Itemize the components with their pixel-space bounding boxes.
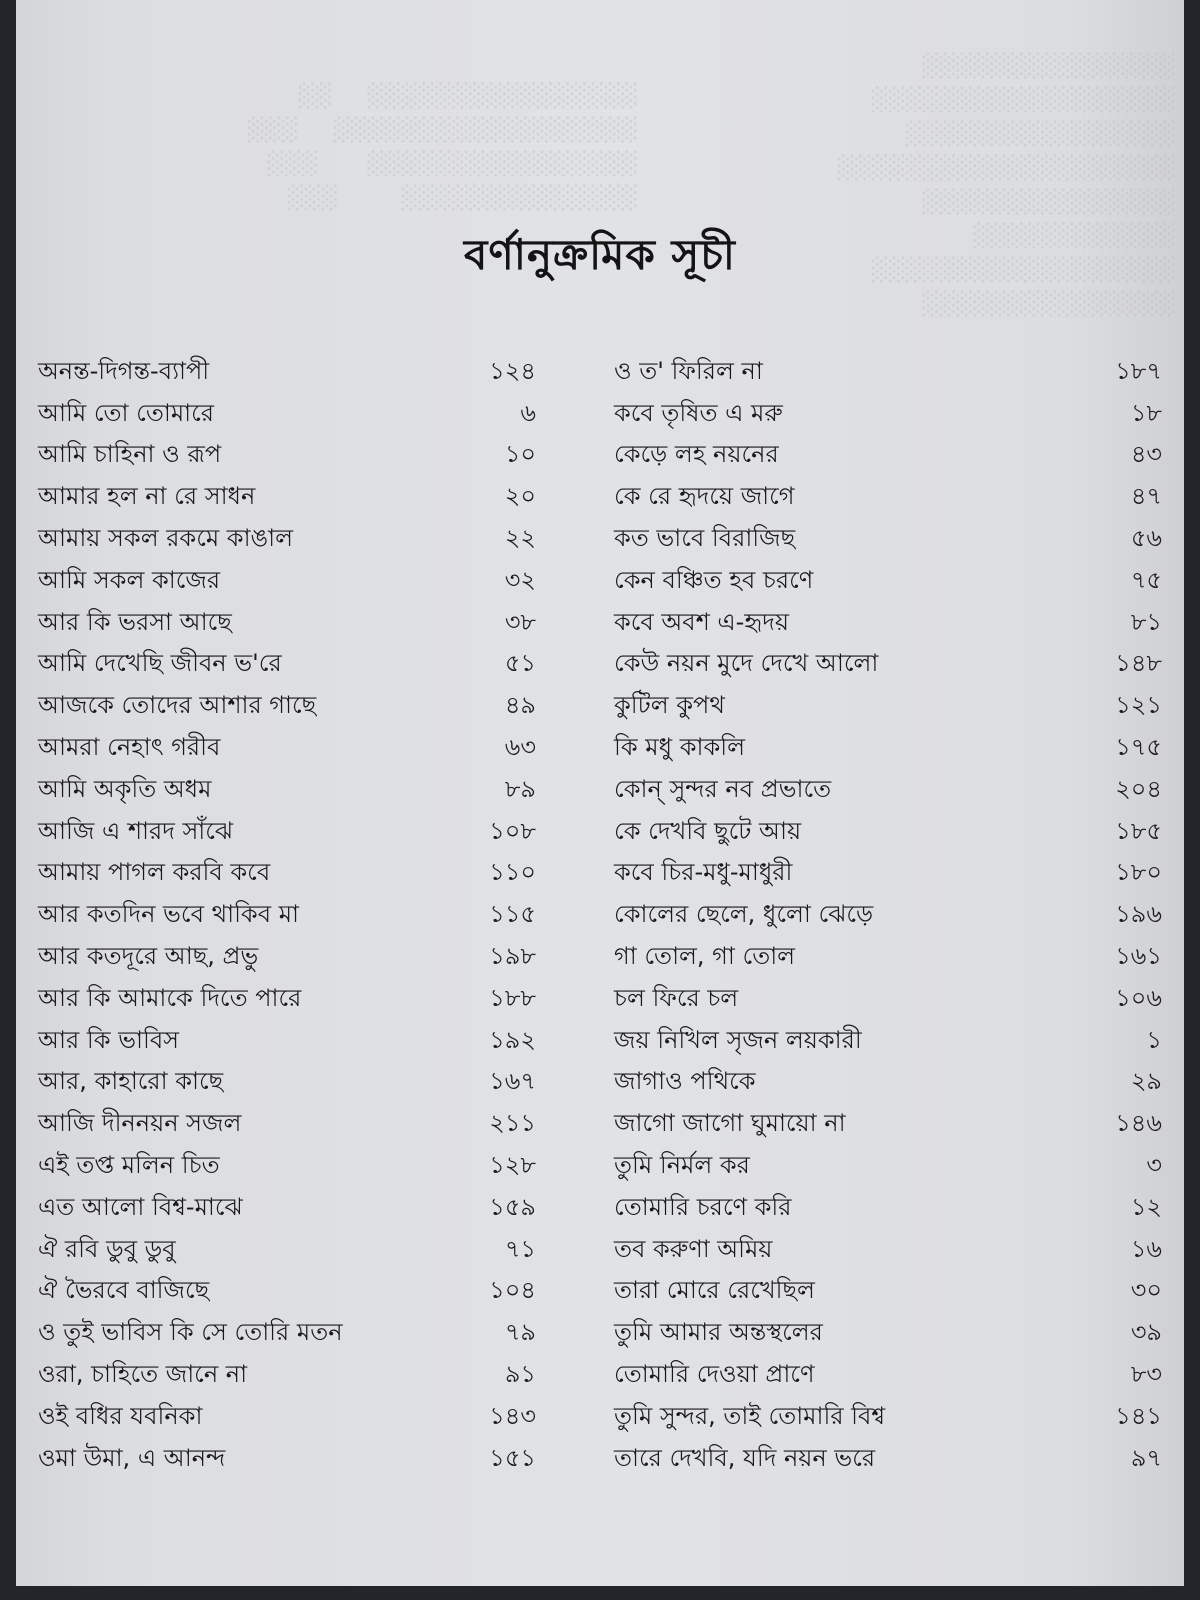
page-number: ১০৮ — [489, 816, 536, 845]
index-entry — [614, 728, 1162, 770]
index-column-left — [38, 352, 536, 1481]
song-title: আমি দেখেছি জীবন ভ'রে — [38, 649, 282, 678]
song-title: আমি সকল কাজের — [38, 565, 221, 594]
page-number: ১৮৮ — [489, 983, 536, 1012]
song-title: ওমা উমা, এ আনন্দ — [38, 1443, 226, 1472]
song-title: এই তপ্ত মলিন চিত — [38, 1151, 220, 1180]
page-number: ১৬ — [1130, 1234, 1162, 1263]
index-entry — [614, 519, 1162, 561]
index-entry — [614, 1397, 1162, 1439]
index-entry — [38, 436, 536, 478]
song-title: আজি এ শারদ সাঁঝে — [38, 816, 234, 845]
page-title: বর্ণানুক্রমিক সূচী — [464, 230, 736, 279]
song-title: ও তুই ভাবিস কি সে তোরি মতন — [38, 1318, 343, 1347]
index-entry — [38, 1355, 536, 1397]
song-title: জাগাও পথিকে — [614, 1067, 756, 1096]
song-title: আমি অকৃতি অধম — [38, 774, 212, 803]
page-number: ২১১ — [489, 1109, 536, 1138]
page-number: ৮১ — [1130, 607, 1162, 636]
page-number: ১২ — [1130, 1192, 1162, 1221]
page-number: ৩৮ — [504, 607, 536, 636]
index-entry — [614, 394, 1162, 436]
song-title: আর কি ভাবিস — [38, 1025, 180, 1054]
page-number: ৫৬ — [1130, 524, 1162, 553]
bleed-through-text: ░░░░░░░░░░░░░░░░ ░░ ░░░░░░░░░░░░░░░░░░ ░░░ ░░░░░░░░░░░░░░░░ ░░░ ░░░░░░░░░░░░░░ ░░░ — [246, 84, 637, 211]
index-entry — [614, 770, 1162, 812]
index-entry — [38, 686, 536, 728]
index-entry — [38, 979, 536, 1021]
song-title: কবে চির-মধু-মাধুরী — [614, 858, 793, 887]
index-entry — [38, 394, 536, 436]
song-title: তোমারি দেওয়া প্রাণে — [614, 1360, 815, 1389]
page-number: ২২ — [504, 524, 536, 553]
page-number: ৯১ — [504, 1360, 536, 1389]
page-number: ২৯ — [1130, 1067, 1162, 1096]
page-number: ৩২ — [504, 565, 536, 594]
page-number: ৪৭ — [1130, 482, 1162, 511]
page-number: ১৯৮ — [489, 942, 536, 971]
index-entry — [614, 1063, 1162, 1105]
song-title: আর কতদিন ভবে থাকিব মা — [38, 900, 299, 929]
page-number: ১২৪ — [489, 356, 536, 385]
index-entry — [614, 854, 1162, 896]
index-entry — [614, 686, 1162, 728]
index-entry — [38, 477, 536, 519]
page-number: ৬৩ — [504, 733, 536, 762]
index-entry — [614, 1313, 1162, 1355]
index-entry — [38, 645, 536, 687]
index-entry — [38, 895, 536, 937]
index-entry — [614, 895, 1162, 937]
index-entry — [38, 728, 536, 770]
song-title: কবে তৃষিত এ মরু — [614, 398, 783, 427]
page-number: ৫১ — [504, 649, 536, 678]
song-title: কোন্ সুন্দর নব প্রভাতে — [614, 774, 832, 803]
song-title: কেউ নয়ন মুদে দেখে আলো — [614, 649, 879, 678]
page-number: ১৮ — [1130, 398, 1162, 427]
index-entry — [614, 1355, 1162, 1397]
song-title: কেন বঞ্চিত হব চরণে — [614, 565, 814, 594]
song-title: তুমি নির্মল কর — [614, 1151, 750, 1180]
song-title: ওরা, চাহিতে জানে না — [38, 1360, 248, 1389]
page-number: ১৪১ — [1115, 1401, 1162, 1430]
song-title: গা তোল, গা তোল — [614, 942, 796, 971]
song-title: তোমারি চরণে করি — [614, 1192, 792, 1221]
index-entry — [614, 1021, 1162, 1063]
page-number: ১০৪ — [489, 1276, 536, 1305]
index-entry — [614, 645, 1162, 687]
page-number: ১৮০ — [1115, 858, 1162, 887]
page-number: ৭৯ — [504, 1318, 536, 1347]
page-number: ১৫৯ — [489, 1192, 536, 1221]
song-title: তারা মোরে রেখেছিল — [614, 1276, 815, 1305]
index-entry — [614, 979, 1162, 1021]
song-title: আমরা নেহাৎ গরীব — [38, 733, 221, 762]
song-title: আজকে তোদের আশার গাছে — [38, 691, 317, 720]
song-title: আমি তো তোমারে — [38, 398, 214, 427]
song-title: তুমি সুন্দর, তাই তোমারি বিশ্ব — [614, 1401, 886, 1430]
song-title: আমার হল না রে সাধন — [38, 482, 256, 511]
song-title: কুটিল কুপথ — [614, 691, 725, 720]
index-entry — [614, 1439, 1162, 1481]
page-number: ১৭৫ — [1115, 733, 1162, 762]
song-title: এত আলো বিশ্ব-মাঝে — [38, 1192, 243, 1221]
page-number: ১০৬ — [1115, 983, 1162, 1012]
page-number: ১ — [1146, 1025, 1162, 1054]
page-number: ৩০ — [1130, 1276, 1162, 1305]
song-title: তুমি আমার অন্তস্থলের — [614, 1318, 823, 1347]
page-number: ৯৭ — [1130, 1443, 1162, 1472]
song-title: আমায় সকল রকমে কাঙাল — [38, 524, 293, 553]
song-title: কেড়ে লহ নয়নের — [614, 440, 779, 469]
song-title: চল ফিরে চল — [614, 983, 739, 1012]
song-title: অনন্ত-দিগন্ত-ব্যাপী — [38, 356, 210, 385]
page-number: ২০ — [504, 482, 536, 511]
index-entry — [38, 1021, 536, 1063]
page-number: ১৮৭ — [1115, 356, 1162, 385]
page-number: ১৬১ — [1115, 942, 1162, 971]
song-title: আর কি ভরসা আছে — [38, 607, 232, 636]
index-entry — [38, 519, 536, 561]
index-entry — [38, 1104, 536, 1146]
song-title: আজি দীননয়ন সজল — [38, 1109, 242, 1138]
song-title: কে দেখবি ছুটে আয় — [614, 816, 802, 845]
index-entry — [38, 1146, 536, 1188]
index-entry — [614, 352, 1162, 394]
song-title: আর কতদূরে আছ, প্রভু — [38, 942, 259, 971]
page-number: ৩৯ — [1130, 1318, 1162, 1347]
page-number: ১৫১ — [489, 1443, 536, 1472]
index-entry — [614, 1104, 1162, 1146]
page-number: ৭৫ — [1130, 565, 1162, 594]
index-entry — [38, 1397, 536, 1439]
song-title: ও ত' ফিরিল না — [614, 356, 763, 385]
page-number: ২০৪ — [1115, 774, 1162, 803]
song-title: জাগো জাগো ঘুমায়ো না — [614, 1109, 846, 1138]
page-number: ৬ — [520, 398, 536, 427]
page-number: ৮৯ — [504, 774, 536, 803]
index-entry — [614, 1230, 1162, 1272]
index-entry — [614, 477, 1162, 519]
book-page — [16, 0, 1184, 1586]
index-entry — [38, 854, 536, 896]
index-entry — [614, 603, 1162, 645]
index-entry — [614, 561, 1162, 603]
index-entry — [38, 352, 536, 394]
bleed-through-text: ░░░░░░░░░░░░░░░ ░░░░░░░░░░░░░░░░░░ ░░░░░░░░░░░░░░░░ ░░░░░░░░░░░░░░░░░░░░ ░░░░░░░░░░░░░░░ ░░░░░░░░░░░░ ░░░░░░░░░░░░░░░░░░ ░░░░░░░░░░░░░░░ — [836, 54, 1175, 317]
index-entry — [614, 1188, 1162, 1230]
song-title: আমি চাহিনা ও রূপ — [38, 440, 222, 469]
song-title: ঐ রবি ডুবু ডুবু — [38, 1234, 176, 1263]
page-number: ১১০ — [489, 858, 536, 887]
index-entry — [38, 1063, 536, 1105]
index-entry — [38, 1230, 536, 1272]
song-title: কবে অবশ এ-হৃদয় — [614, 607, 790, 636]
page-number: ১০ — [504, 440, 536, 469]
song-title: ঐ ভৈরবে বাজিছে — [38, 1276, 210, 1305]
page-number: ১৪৬ — [1115, 1109, 1162, 1138]
page-number: ১৪৮ — [1115, 649, 1162, 678]
song-title: আমায় পাগল করবি কবে — [38, 858, 271, 887]
index-entry — [614, 436, 1162, 478]
song-title: আর কি আমাকে দিতে পারে — [38, 983, 302, 1012]
index-entry — [614, 1272, 1162, 1314]
page-number: ৪৩ — [1130, 440, 1162, 469]
song-title: কত ভাবে বিরাজিছ — [614, 524, 796, 553]
index-entry — [614, 937, 1162, 979]
song-title: আর, কাহারো কাছে — [38, 1067, 224, 1096]
index-entry — [38, 812, 536, 854]
song-title: তারে দেখবি, যদি নয়ন ভরে — [614, 1443, 876, 1472]
song-title: ওই বধির যবনিকা — [38, 1401, 203, 1430]
song-title: কে রে হৃদয়ে জাগে — [614, 482, 795, 511]
page-number: ৩ — [1146, 1151, 1162, 1180]
index-entry — [38, 1313, 536, 1355]
index-entry — [38, 1272, 536, 1314]
page-number: ১৬৭ — [489, 1067, 536, 1096]
song-title: কোলের ছেলে, ধুলো ঝেড়ে — [614, 900, 874, 929]
page-number: ১৮৫ — [1115, 816, 1162, 845]
page-number: ১২১ — [1115, 691, 1162, 720]
song-title: কি মধু কাকলি — [614, 733, 745, 762]
index-entry — [38, 937, 536, 979]
song-title: জয় নিখিল সৃজন লয়কারী — [614, 1025, 862, 1054]
page-number: ৭১ — [504, 1234, 536, 1263]
index-entry — [614, 812, 1162, 854]
page-number: ৪৯ — [504, 691, 536, 720]
index-entry — [38, 770, 536, 812]
index-entry — [614, 1146, 1162, 1188]
page-number: ১২৮ — [489, 1151, 536, 1180]
index-column-right — [614, 352, 1162, 1481]
page-number: ১১৫ — [489, 900, 536, 929]
index-entry — [38, 561, 536, 603]
page-number: ১৯২ — [489, 1025, 536, 1054]
page-number: ৮৩ — [1130, 1360, 1162, 1389]
song-title: তব করুণা অমিয় — [614, 1234, 773, 1263]
index-entry — [38, 603, 536, 645]
page-number: ১৯৬ — [1115, 900, 1162, 929]
index-entry — [38, 1188, 536, 1230]
index-entry — [38, 1439, 536, 1481]
page-number: ১৪৩ — [489, 1401, 536, 1430]
